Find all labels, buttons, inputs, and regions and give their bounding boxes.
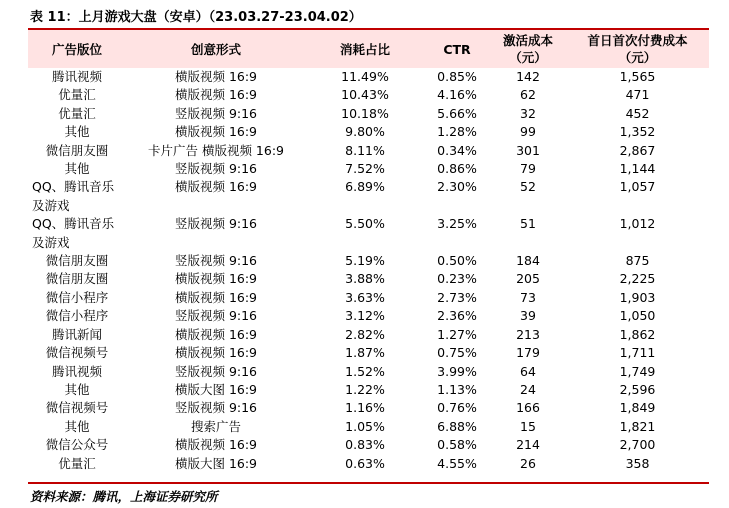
table-cell: 142 (516, 69, 540, 84)
table-cell: 5.50% (345, 216, 385, 232)
table-cell: 1,565 (619, 69, 656, 84)
table-row (28, 270, 709, 288)
table-cell: 4.55% (437, 455, 477, 471)
table-cell: 1.16% (345, 400, 385, 416)
table-cell: 1.22% (345, 381, 385, 397)
column-header: 广告版位 (28, 30, 126, 68)
table-cell: 卡片广告 横版视频 16:9 (147, 142, 285, 158)
table-cell: 166 (516, 400, 540, 416)
table-cell: 1.27% (437, 326, 477, 342)
table-cell: 竖版视频 9:16 (174, 216, 258, 232)
table-cell: 腾讯新闻 (51, 326, 102, 342)
table-cell: 竖版视频 9:16 (174, 308, 258, 324)
table-cell: 39 (520, 308, 536, 324)
table-cell: 微信小程序 (45, 308, 109, 324)
table-cell: 6.88% (437, 418, 477, 434)
table-cell: 横版视频 16:9 (174, 179, 258, 195)
table-cell: 184 (516, 253, 540, 269)
table-row (28, 142, 709, 160)
table-cell: 11.49% (341, 69, 389, 84)
table-cell: 5.19% (345, 253, 385, 269)
table-cell: 1.52% (345, 363, 385, 379)
source-note: 资料来源：腾讯，上海证券研究所 (30, 489, 218, 504)
table-row (28, 68, 709, 86)
table-body (28, 68, 709, 473)
table-cell: 358 (625, 455, 650, 471)
table-cell: 1,821 (619, 418, 656, 434)
table-cell: 3.88% (345, 271, 385, 287)
table-cell: 0.86% (437, 161, 477, 177)
table-cell: 0.83% (345, 437, 385, 453)
table-cell: 微信公众号 (45, 437, 109, 453)
table-cell: 1.13% (437, 381, 477, 397)
table-cell: 15 (520, 418, 536, 434)
table-cell: 0.50% (437, 253, 477, 269)
table-cell: 1.05% (345, 418, 385, 434)
table-cell: 微信视频号 (45, 400, 109, 416)
table-cell: 52 (520, 179, 536, 195)
table-cell: 优量汇 (58, 455, 96, 471)
table-cell: 1,903 (619, 289, 656, 305)
table-cell: 2,225 (619, 271, 656, 287)
table-cell: 1,050 (619, 308, 656, 324)
table-cell: 10.43% (341, 87, 389, 103)
table-cell: 横版视频 16:9 (174, 345, 258, 361)
table-cell: 横版大图 16:9 (174, 381, 258, 397)
table-cell: 横版视频 16:9 (174, 69, 258, 84)
table-cell: 3.63% (345, 289, 385, 305)
table-cell: 79 (520, 161, 536, 177)
table-cell: 横版视频 16:9 (174, 124, 258, 140)
column-header: 创意形式 (126, 30, 306, 68)
table-cell: QQ、腾讯音乐及游戏 (32, 179, 115, 213)
table-cell: 0.75% (437, 345, 477, 361)
table-row (28, 252, 709, 270)
table-cell: 1,849 (619, 400, 656, 416)
table-cell: 452 (625, 105, 650, 121)
table-cell: 62 (520, 87, 536, 103)
table-cell: 腾讯视频 (51, 363, 102, 379)
table-cell: 其他 (64, 418, 90, 434)
table-row (28, 215, 709, 252)
table-cell: 0.58% (437, 437, 477, 453)
table-cell: 2,700 (619, 437, 656, 453)
table-row (28, 105, 709, 123)
table-cell: 其他 (64, 124, 90, 140)
table-cell: 竖版视频 9:16 (174, 253, 258, 269)
column-header: CTR (424, 30, 490, 68)
table-row (28, 418, 709, 436)
data-table (28, 30, 709, 473)
table-row (28, 326, 709, 344)
table-row (28, 160, 709, 178)
table-cell: 微信朋友圈 (45, 253, 109, 269)
table-cell: 51 (520, 216, 536, 232)
table-row (28, 344, 709, 362)
table-cell: 0.63% (345, 455, 385, 471)
table-cell: 875 (625, 253, 650, 269)
table-cell: QQ、腾讯音乐及游戏 (32, 216, 115, 250)
table-cell: 横版大图 16:9 (174, 455, 258, 471)
table-cell: 214 (516, 437, 540, 453)
table-cell: 3.12% (345, 308, 385, 324)
bottom-rule (28, 482, 709, 484)
table-cell: 0.85% (437, 69, 477, 84)
table-cell: 0.76% (437, 400, 477, 416)
table-cell: 9.80% (345, 124, 385, 140)
table-cell: 1,057 (619, 179, 656, 195)
table-cell: 1,711 (619, 345, 656, 361)
table-cell: 2.36% (437, 308, 477, 324)
table-cell: 横版视频 16:9 (174, 437, 258, 453)
table-cell: 26 (520, 455, 536, 471)
header-row (28, 30, 709, 68)
table-cell: 73 (520, 289, 536, 305)
table-cell: 横版视频 16:9 (174, 87, 258, 103)
table-title: 表 11：上月游戏大盘（安卓）（23.03.27-23.04.02） (30, 10, 362, 25)
table-cell: 32 (520, 105, 536, 121)
table-row (28, 363, 709, 381)
table-cell: 竖版视频 9:16 (174, 105, 258, 121)
table-row (28, 436, 709, 454)
table-cell: 7.52% (345, 161, 385, 177)
table-cell: 301 (516, 142, 540, 158)
table-row (28, 307, 709, 325)
table-cell: 2,596 (619, 381, 656, 397)
table-cell: 1,144 (619, 161, 656, 177)
table-cell: 竖版视频 9:16 (174, 161, 258, 177)
table-cell: 179 (516, 345, 540, 361)
table-cell: 4.16% (437, 87, 477, 103)
table-cell: 213 (516, 326, 540, 342)
table-cell: 优量汇 (58, 105, 96, 121)
table-cell: 微信视频号 (45, 345, 109, 361)
table-cell: 99 (520, 124, 536, 140)
column-header: 首日首次付费成本 （元） (566, 30, 709, 68)
table-cell: 搜索广告 (190, 418, 241, 434)
table-cell: 横版视频 16:9 (174, 289, 258, 305)
table-cell: 优量汇 (58, 87, 96, 103)
table-cell: 1,862 (619, 326, 656, 342)
table-cell: 0.34% (437, 142, 477, 158)
table-row (28, 86, 709, 104)
table-cell: 10.18% (341, 105, 389, 121)
table-cell: 横版视频 16:9 (174, 271, 258, 287)
table-cell: 1,352 (619, 124, 656, 140)
table-cell: 微信朋友圈 (45, 271, 109, 287)
table-cell: 0.23% (437, 271, 477, 287)
table-row (28, 455, 709, 473)
table-cell: 6.89% (345, 179, 385, 195)
table-cell: 5.66% (437, 105, 477, 121)
table-cell: 205 (516, 271, 540, 287)
table-cell: 2,867 (619, 142, 656, 158)
table-cell: 3.99% (437, 363, 477, 379)
table-cell: 8.11% (345, 142, 385, 158)
column-header: 消耗占比 (306, 30, 424, 68)
table-cell: 2.30% (437, 179, 477, 195)
table-cell: 微信朋友圈 (45, 142, 109, 158)
table-cell: 3.25% (437, 216, 477, 232)
table-cell: 其他 (64, 381, 90, 397)
table-row (28, 399, 709, 417)
table-row (28, 381, 709, 399)
column-header: 激活成本 （元） (490, 30, 566, 68)
table-cell: 竖版视频 9:16 (174, 363, 258, 379)
table-cell: 2.82% (345, 326, 385, 342)
table-cell: 微信小程序 (45, 289, 109, 305)
table-cell: 1,749 (619, 363, 656, 379)
table-cell: 横版视频 16:9 (174, 326, 258, 342)
table-row (28, 178, 709, 215)
table-cell: 其他 (64, 161, 90, 177)
table-row (28, 289, 709, 307)
table-cell: 竖版视频 9:16 (174, 400, 258, 416)
table-cell: 64 (520, 363, 536, 379)
table-cell: 1,012 (619, 216, 656, 232)
table-cell: 24 (520, 381, 536, 397)
table-cell: 2.73% (437, 289, 477, 305)
table-cell: 1.28% (437, 124, 477, 140)
table-cell: 1.87% (345, 345, 385, 361)
table-cell: 腾讯视频 (51, 69, 102, 84)
table-row (28, 123, 709, 141)
table-cell: 471 (625, 87, 650, 103)
